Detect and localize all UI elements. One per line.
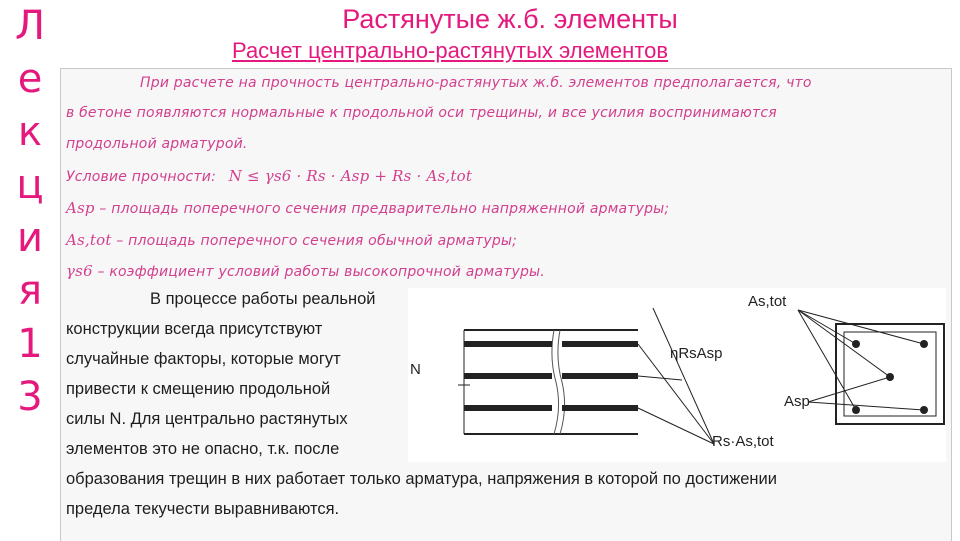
tension-element-diagram [408,288,946,462]
asp-text: – площадь поперечного сечения предварительно напряженной арматуры; [99,201,670,217]
body-line-4: привести к смещению продольной [66,380,331,398]
body-line-7: образования трещин в них работает только арматура, напряжения в которой по достижении [66,470,777,488]
vertical-letter: 1 [17,321,43,367]
vertical-letter: ц [16,162,44,208]
vertical-letter: Л [14,3,46,49]
gamma-text: – коэффициент условий работы высокопрочной арматуры. [97,264,545,280]
page-title: Растянутые ж.б. элементы [342,4,678,34]
vertical-letter: е [17,56,43,102]
lecture-vertical-title [2,0,58,424]
vertical-letter: и [17,215,43,261]
label-asp: Asp [784,393,810,410]
asp-symbol: Asp [66,199,95,217]
body-line-5: силы N. Для центрально растянутых [66,410,348,428]
body-line-1: В процессе работы реальной [150,290,376,308]
vertical-letter: я [17,268,43,314]
body-line-2: конструкции всегда присутствуют [66,320,323,338]
strength-condition [66,167,472,185]
force-line [638,408,714,444]
hand-line-1: При расчете на прочность центрально-растянутых ж.б. элементов предполагается, что [140,75,812,91]
hand-line-3: продольной арматурой. [66,136,248,152]
hand-line-2: в бетоне появляются нормальные к продольной оси трещины, и все усилия воспринимаются [66,105,777,121]
body-line-6: элементов это не опасно, т.к. после [66,440,340,458]
crack-line [552,330,559,434]
leader-line [798,310,856,344]
as-tot-symbol: As,tot [66,231,112,249]
vertical-letter: к [17,109,43,155]
leader-line [798,310,924,344]
body-line-3: случайные факторы, которые могут [66,350,341,368]
condition-label: Условие прочности: [66,169,217,185]
label-rs-as-tot: Rs·As,tot [712,433,774,450]
label-as-tot: As,tot [748,293,787,310]
label-eta-rs-asp: ηRsAsp [670,345,723,362]
condition-formula: N ≤ γs6 · Rs · Asp + Rs · As,tot [228,167,473,185]
diagram-svg [408,288,946,462]
definition-as-tot [66,231,517,249]
gamma-symbol: γs6 [66,262,93,280]
body-line-8: предела текучести выравниваются. [66,500,340,518]
vertical-letter: 3 [17,374,43,420]
as-tot-text: – площадь поперечного сечения обычной арматуры; [116,233,518,249]
definition-asp [66,199,669,217]
definition-gamma [66,262,545,280]
page-subtitle: Расчет центрально-растянутых элементов [232,38,669,63]
label-n: N [410,361,421,378]
force-line [638,376,682,380]
leader-line [808,402,924,410]
